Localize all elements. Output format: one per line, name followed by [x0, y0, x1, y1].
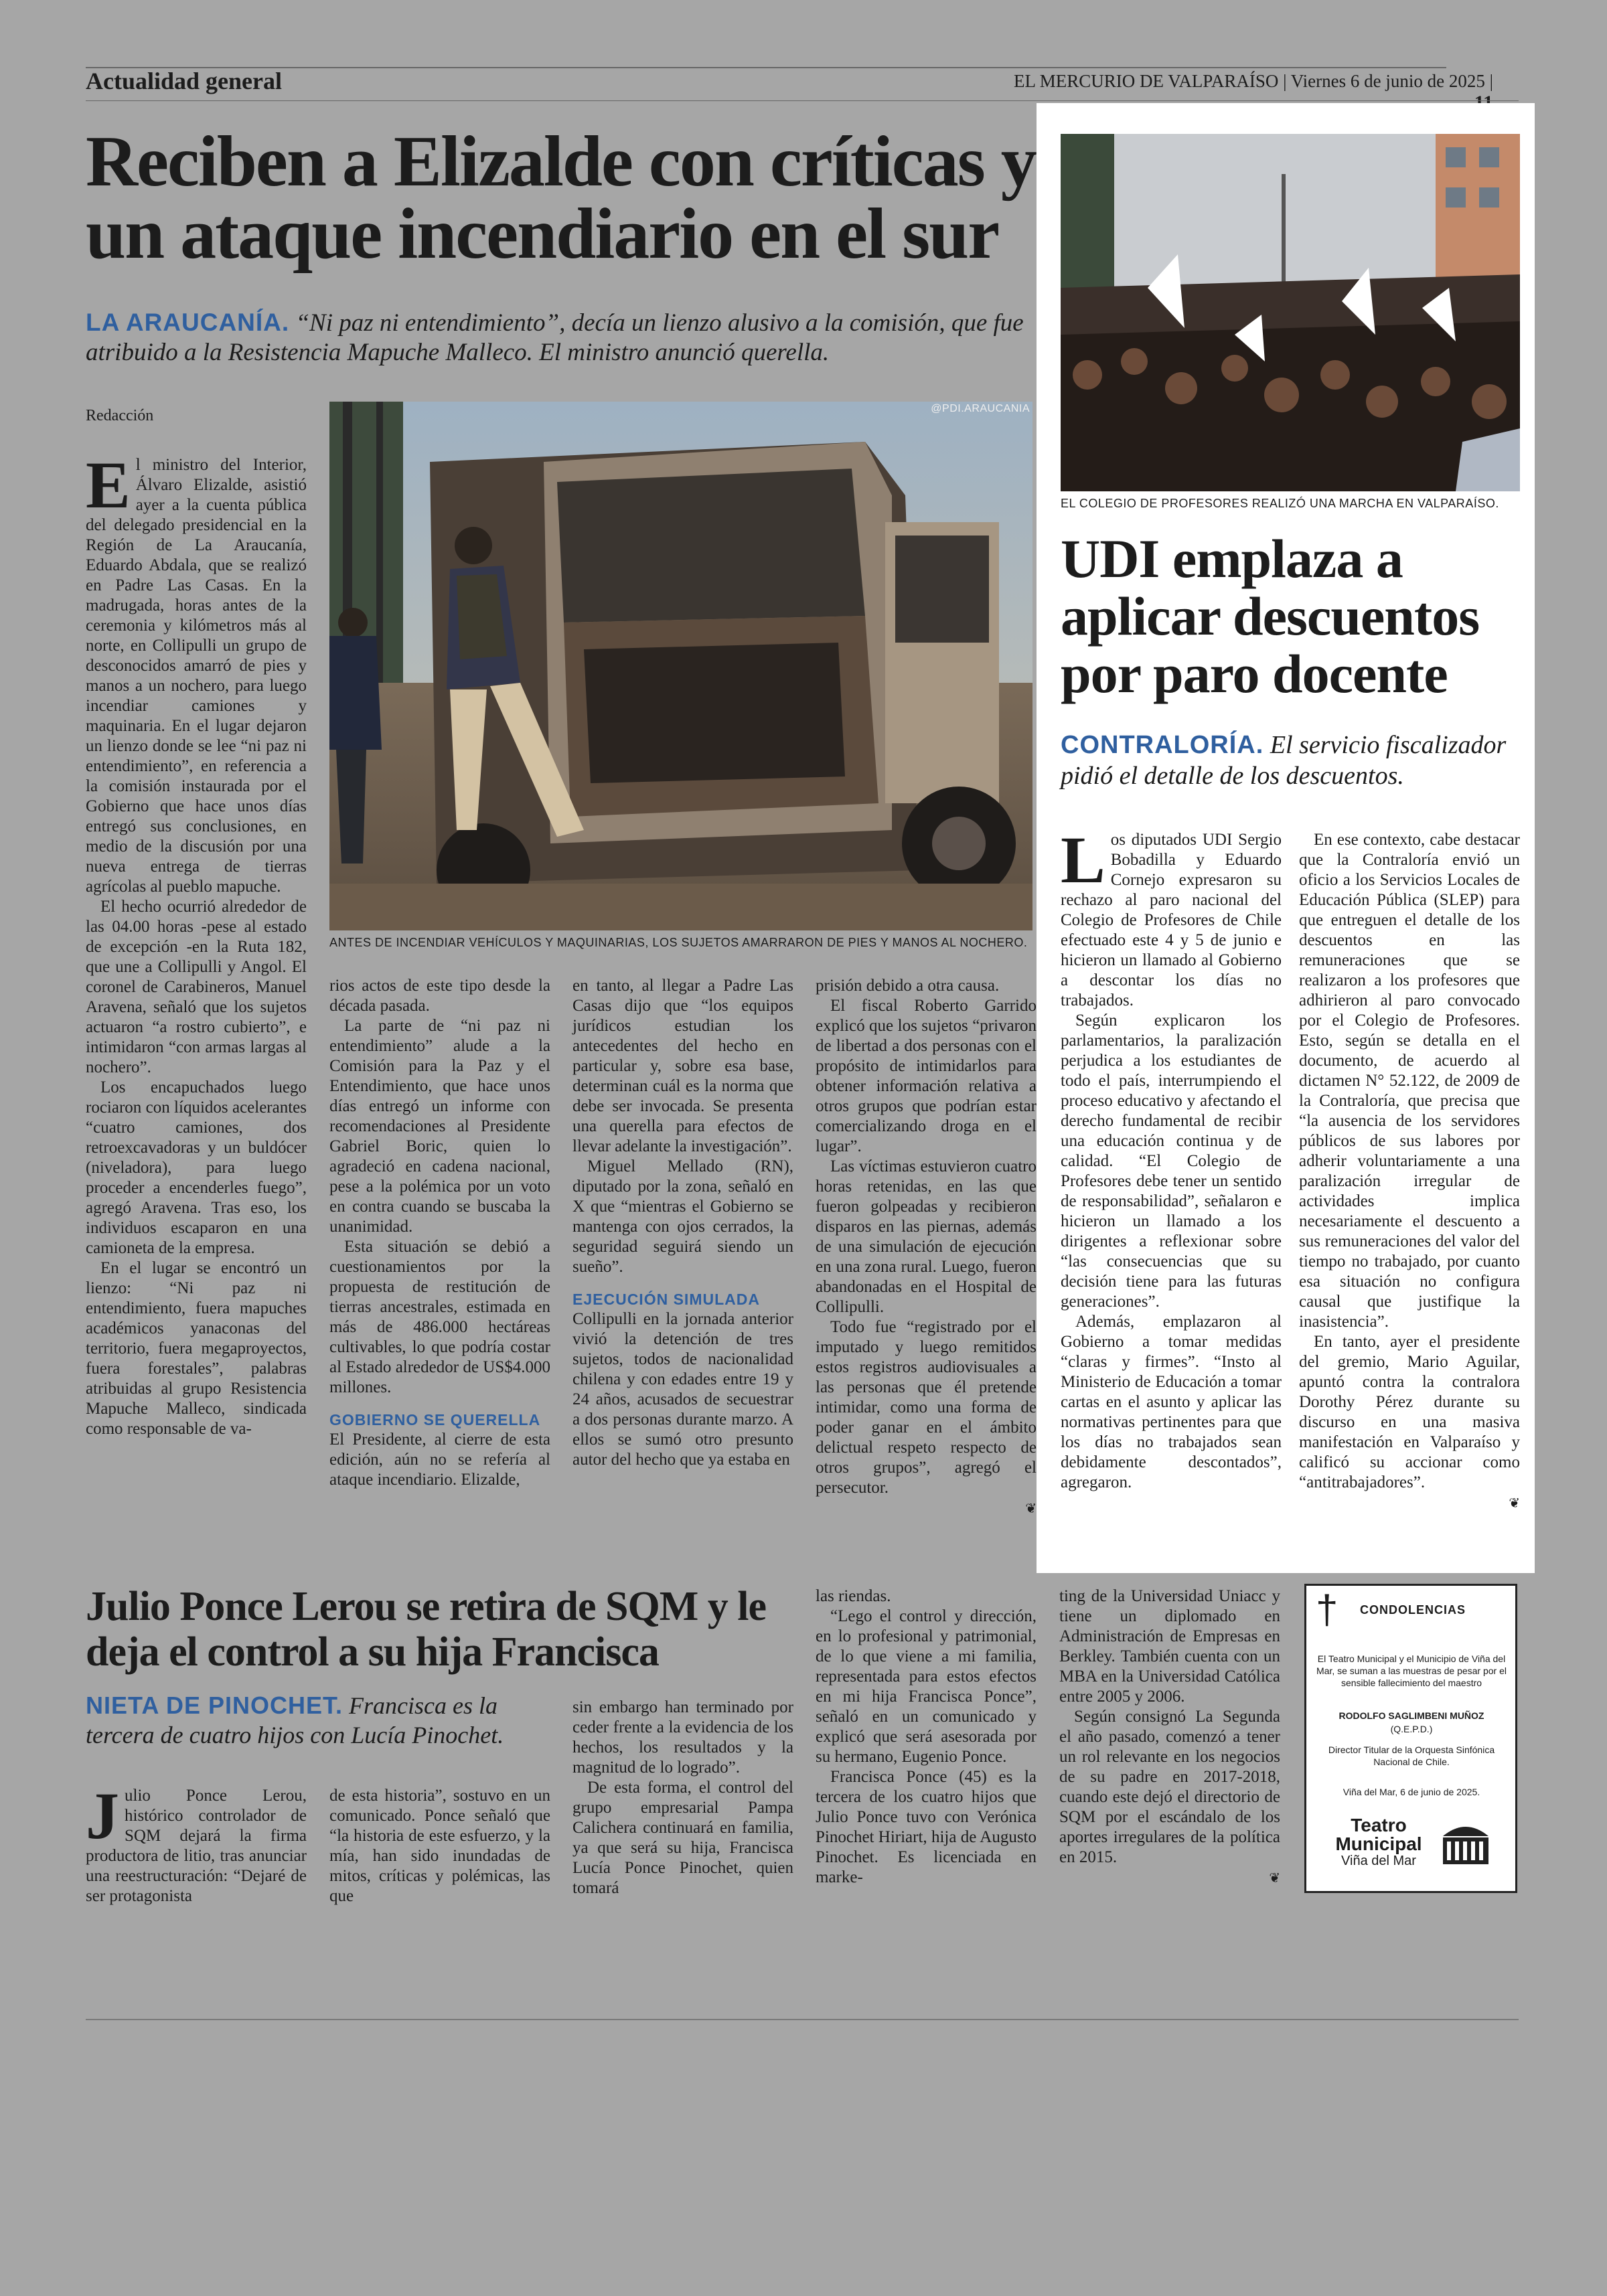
side-col-1	[1061, 823, 1282, 1493]
main-col-3	[572, 976, 793, 1470]
side-col2-p2: En tanto, ayer el presidente del gremio, Mario Aguilar, apuntó contra la contralora Dorothy Pérez durante su discurso en una masiva manifestación en Valparaíso y calificó su accionar como “antitrabajadores”.	[1299, 1333, 1520, 1491]
main-col-1	[86, 448, 307, 1439]
bottom-kicker: NIETA DE PINOCHET.	[86, 1692, 343, 1719]
logo-line-2: Municipal	[1335, 1833, 1422, 1854]
top-rule	[86, 67, 1446, 68]
bottom-dek-text: Francisca es la tercera de cuatro hijos con Lucía Pinochet.	[86, 1692, 504, 1748]
header-rule	[86, 100, 1519, 101]
folio-text: EL MERCURIO DE VALPARAÍSO | Viernes 6 de junio de 2025 |	[1014, 71, 1493, 91]
main-col1-p4: En el lugar se encontró un lienzo: “Ni paz ni entendimiento, fuera mapuches académicos yanaconas del territorio, fuera megaproyectos, fuera forestales”, palabras atribuidas al grupo Resistencia Mapuche Malleco, sindicada como responsable de va-	[86, 1259, 307, 1438]
bottom-col3-p2: De esta forma, el control del grupo empresarial Pampa Calichera continuará en familia, ya que será su hija, Francisca Lucía Ponce Pinochet, quien tomará	[572, 1779, 793, 1897]
main-col1-p3: Los encapuchados luego rociaron con líquidos acelerantes “cuatro camiones, dos retroexcavadoras y un buldócer (niveladora), para luego proceder a encenderles fuego”, agregó Aravena. Tras eso, los individuos escaparon en una camioneta de la empresa.	[86, 1078, 307, 1257]
bottom-dek	[86, 1691, 554, 1750]
burnt-truck-photo	[329, 402, 1032, 930]
side-dek-text: El servicio fiscalizador pidió el detalle de los descuentos.	[1061, 731, 1507, 790]
main-photo-caption: ANTES DE INCENDIAR VEHÍCULOS Y MAQUINARIAS, LOS SUJETOS AMARRARON DE PIES Y MANOS AL NOCHERO.	[329, 936, 1028, 949]
teachers-march-photo	[1061, 134, 1520, 491]
bottom-col1-p1: ulio Ponce Lerou, histórico controlador de SQM dejará la firma productora de litio, tras anunciar una reestructuración: “Dejaré de ser protagonista	[86, 1787, 307, 1905]
side-drop-cap: L	[1061, 823, 1105, 897]
teatro-logo	[1325, 1816, 1432, 1868]
bottom-col5-p1: ting de la Universidad Uniacc y tiene un diplomado en Administración de Empresas en Berkley. También cuenta con un MBA en la Universidad Católica entre 2005 y 2006.	[1059, 1587, 1280, 1706]
burnt-truck-illustration	[329, 402, 1032, 930]
main-headline: Reciben a Elizalde con críticas y un ataque incendiario en el sur	[86, 122, 1036, 274]
bottom-headline: Julio Ponce Lerou se retira de SQM y le deja el control a su hija Francisca	[86, 1584, 766, 1675]
bottom-rule	[86, 2019, 1519, 2020]
logo-line-1: Teatro	[1351, 1815, 1407, 1835]
main-col2-p1: rios actos de este tipo desde la década pasada.	[329, 977, 550, 1015]
byline: Redacción	[86, 407, 154, 424]
side-photo-caption: EL COLEGIO DE PROFESORES REALIZÓ UNA MARCHA EN VALPARAÍSO.	[1061, 497, 1499, 510]
main-col3b-p1: Collipulli en la jornada anterior vivió la detención de tres sujetos, todos de nacionalidad chilena y con edades entre 19 y 24 años, acusados de secuestrar a dos personas durante marzo. A ellos se sumó otro presunto autor del hecho que ya estaba en	[572, 1310, 793, 1469]
bottom-col2-p1: de esta historia”, sostuvo en un comunicado. Ponce señaló que “la historia de este esfuerzo, y la mía, han sido inundadas de mitos, críticas y polémicas, las que	[329, 1787, 550, 1905]
march-illustration	[1061, 134, 1520, 491]
bottom-col3-p1: sin embargo han terminado por ceder frente a la evidencia de los hechos, los resultados y la magnitud de lo logrado”.	[572, 1698, 793, 1777]
bottom-col-4	[816, 1586, 1037, 1888]
main-col4-p4: Todo fue “registrado por el imputado y luego remitidos estos registros audiovisuales a las personas que él pretende intimidar, como una forma de poder ganar en el ámbito delictual respeto respecto de otros grupos”, agregó el persecutor.	[816, 1318, 1037, 1497]
section-label: Actualidad general	[86, 68, 282, 94]
subhead-ejecucion: EJECUCIÓN SIMULADA	[572, 1291, 760, 1308]
condolences-title: CONDOLENCIAS	[1360, 1603, 1466, 1617]
deceased-name: RODOLFO SAGLIMBENI MUÑOZ	[1338, 1710, 1484, 1721]
main-col1-p2: El hecho ocurrió alrededor de las 04.00 horas -pese al estado de excepción -en la Ruta 182, que une a Collipulli y Angol. El coronel de Carabineros, Manuel Aravena, señaló que los sujetos actuaron “a rostro cubierto”, e intimidaron “con armas largas al nochero”.	[86, 898, 307, 1076]
bottom-drop-cap: J	[86, 1779, 119, 1853]
qepd: (Q.E.P.D.)	[1390, 1724, 1433, 1734]
condolences-date: Viña del Mar, 6 de junio de 2025.	[1343, 1787, 1480, 1797]
main-kicker: LA ARAUCANÍA.	[86, 309, 290, 336]
side-col1-p1: os diputados UDI Sergio Bobadilla y Eduardo Cornejo expresaron su rechazo al paro nacional del Colegio de Profesores de Chile efectuado este 4 y 5 de junio e hicieron un llamado al Gobierno a descontar los días no trabajados.	[1061, 831, 1282, 1009]
photo-credit: @PDI.ARAUCANIA	[931, 403, 1030, 414]
side-kicker: CONTRALORÍA.	[1061, 731, 1264, 759]
side-col1-p3: Además, emplazaron al Gobierno a tomar medidas “claras y firmes”. “Insto al Ministerio de Educación a tomar cartas en el asunto y aplicar las normativas pertinentes para que los días no trabajados sean debidamente descontados”, agregaron.	[1061, 1313, 1282, 1491]
main-col-2	[329, 976, 550, 1490]
main-col2b-p1: El Presidente, al cierre de esta edición, aún no se refería al ataque incendiario. Elizalde,	[329, 1430, 550, 1489]
bottom-col4-p2: “Lego el control y dirección, en lo profesional y patrimonial, de lo que viene a mi familia, representada para estos efectos en mi hija Francisca Ponce”, señaló en un comunicado y explicó que será asesorada por su hermano, Eugenio Ponce.	[816, 1607, 1037, 1766]
condolences-ad	[1304, 1584, 1517, 1893]
main-col4-p3: Las víctimas estuvieron cuatro horas retenidas, en las que fueron golpeadas y recibieron disparos en las piernas, además de una simulación de ejecución en una zona rural. Luego, fueron abandonadas en el Hospital de Collipulli.	[816, 1157, 1037, 1316]
main-col3-p2: Miguel Mellado (RN), diputado por la zona, señaló en X que “mientras el Gobierno se mantenga con ojos cerrados, la seguridad seguirá siendo un sueño”.	[572, 1157, 793, 1276]
deceased-role: Director Titular de la Orquesta Sinfónica Nacional de Chile.	[1328, 1744, 1495, 1767]
bottom-col-3	[572, 1698, 793, 1898]
side-col1-p2: Según explicaron los parlamentarios, la paralización perjudica a los estudiantes de todo el país, interrumpiendo el proceso educativo y afectando el derecho fundamental de recibir una educación continua y de calidad. “El Colegio de Profesores debe tener un sentido de responsabilidad”, señalaron e hicieron un llamado a los dirigentes a reflexionar sobre “las consecuencias que su decisión tiene para las futuras generaciones”.	[1061, 1011, 1282, 1311]
drop-cap: E	[86, 448, 131, 522]
main-col3-p1: en tanto, al llegar a Padre Las Casas dijo que “los equipos jurídicos estudian los antecedentes del hecho en particular y, sobre esa base, determinan cuál es la norma que debe ser invocada. Se presenta una querella para efectos de llevar adelante la investigación”.	[572, 977, 793, 1155]
bottom-col4-p1: las riendas.	[816, 1587, 891, 1605]
main-col2-p2: La parte de “ni paz ni entendimiento” alude a la Comisión para la Paz y el Entendimiento, que hace unos días entregó un informe con recomendaciones al Presidente Gabriel Boric, quien lo agradeció en cadena nacional, pese a la polémica por un voto en contra cuando se buscaba la unanimidad.	[329, 1017, 550, 1236]
main-dek-text: “Ni paz ni entendimiento”, decía un lienzo alusivo a la comisión, que fue atribuido a la Resistencia Mapuche Malleco. El ministro anunció querella.	[86, 309, 1024, 366]
main-col4-p2: El fiscal Roberto Garrido explicó que los sujetos “privaron de libertad a dos personas con el propósito de intimidarlos para obtener información relativa a otros grupos que podrían estar comercializando droga en el lugar”.	[816, 997, 1037, 1155]
theater-building-icon	[1440, 1821, 1491, 1867]
side-end-mark: ❦	[1509, 1495, 1520, 1511]
bottom-col4-p3: Francisca Ponce (45) es la tercera de los cuatro hijos que Julio Ponce tuvo con Verónica Pinochet Hiriart, hija de Augusto Pinochet. Es licenciada en marke-	[816, 1768, 1037, 1886]
condolences-text: El Teatro Municipal y el Municipio de Viña del Mar, se suman a las muestras de pesar por el sensible fallecimiento del maestro	[1316, 1653, 1507, 1688]
main-dek	[86, 308, 1037, 367]
side-dek	[1061, 730, 1516, 791]
cross-icon: †	[1316, 1587, 1338, 1632]
main-col4-p1: prisión debido a otra causa.	[816, 977, 1000, 995]
bottom-end-mark: ❦	[1269, 1870, 1280, 1886]
end-mark: ❦	[1025, 1500, 1037, 1516]
logo-line-3: Viña del Mar	[1341, 1854, 1416, 1868]
main-col1-p1: l ministro del Interior, Álvaro Elizalde, asistió ayer a la cuenta pública del delegado presidencial en la Región de La Araucanía, Eduardo Abdala, que se realizó en Padre Las Casas. En la madrugada, horas antes de la ceremonia y kilómetros más al norte, en Collipulli un grupo de desconocidos amarró de pies y manos a un nochero, para luego incendiar camiones y maquinaria. En el lugar dejaron un lienzo donde se lee “ni paz ni entendimiento”, en referencia a la comisión instaurada por el Gobierno que hace unos días entregó sus conclusiones, en medio de la discusión por una nueva entrega de tierras agrícolas al pueblo mapuche.	[86, 456, 307, 896]
subhead-gobierno: GOBIERNO SE QUERELLA	[329, 1411, 541, 1428]
bottom-col-1	[86, 1779, 307, 1906]
bottom-col5-p2: Según consignó La Segunda el año pasado, comenzó a tener un rol relevante en los negocios de su padre en 2017-2018, cuando este dejó el directorio de SQM por el escándalo de los aportes irregulares de la política en 2015.	[1059, 1708, 1280, 1866]
side-col-2	[1299, 830, 1520, 1513]
bottom-col-5	[1059, 1586, 1280, 1888]
side-headline: UDI emplaza a aplicar descuentos por paro docente	[1061, 528, 1480, 704]
main-col2-p3: Esta situación se debió a cuestionamientos por la propuesta de restitución de tierras ancestrales, estimada en más de 486.000 hectáreas cultivables, lo que podría costar al Estado alrededor de US$4.000 millones.	[329, 1238, 550, 1396]
side-col2-p1: En ese contexto, cabe destacar que la Contraloría envió un oficio a los Servicios Locales de Educación Pública (SLEP) para que entreguen el detalle de los descuentos en las remuneraciones que se realizaron a los profesores que adhirieron al paro convocado por el Colegio de Profesores. Esto, según se detalla en el documento, de acuerdo al dictamen N° 52.122, de 2009 de la Contraloría, que precisa que “la ausencia de los servidores públicos de sus labores por adherir voluntariamente a una paralización irregular de actividades implica necesariamente el descuento a sus remuneraciones del valor del tiempo no trabajado, por cuanto esa situación no configura causal que justifique la inasistencia”.	[1299, 831, 1520, 1331]
main-col-4	[816, 976, 1037, 1518]
bottom-col-2	[329, 1786, 550, 1906]
